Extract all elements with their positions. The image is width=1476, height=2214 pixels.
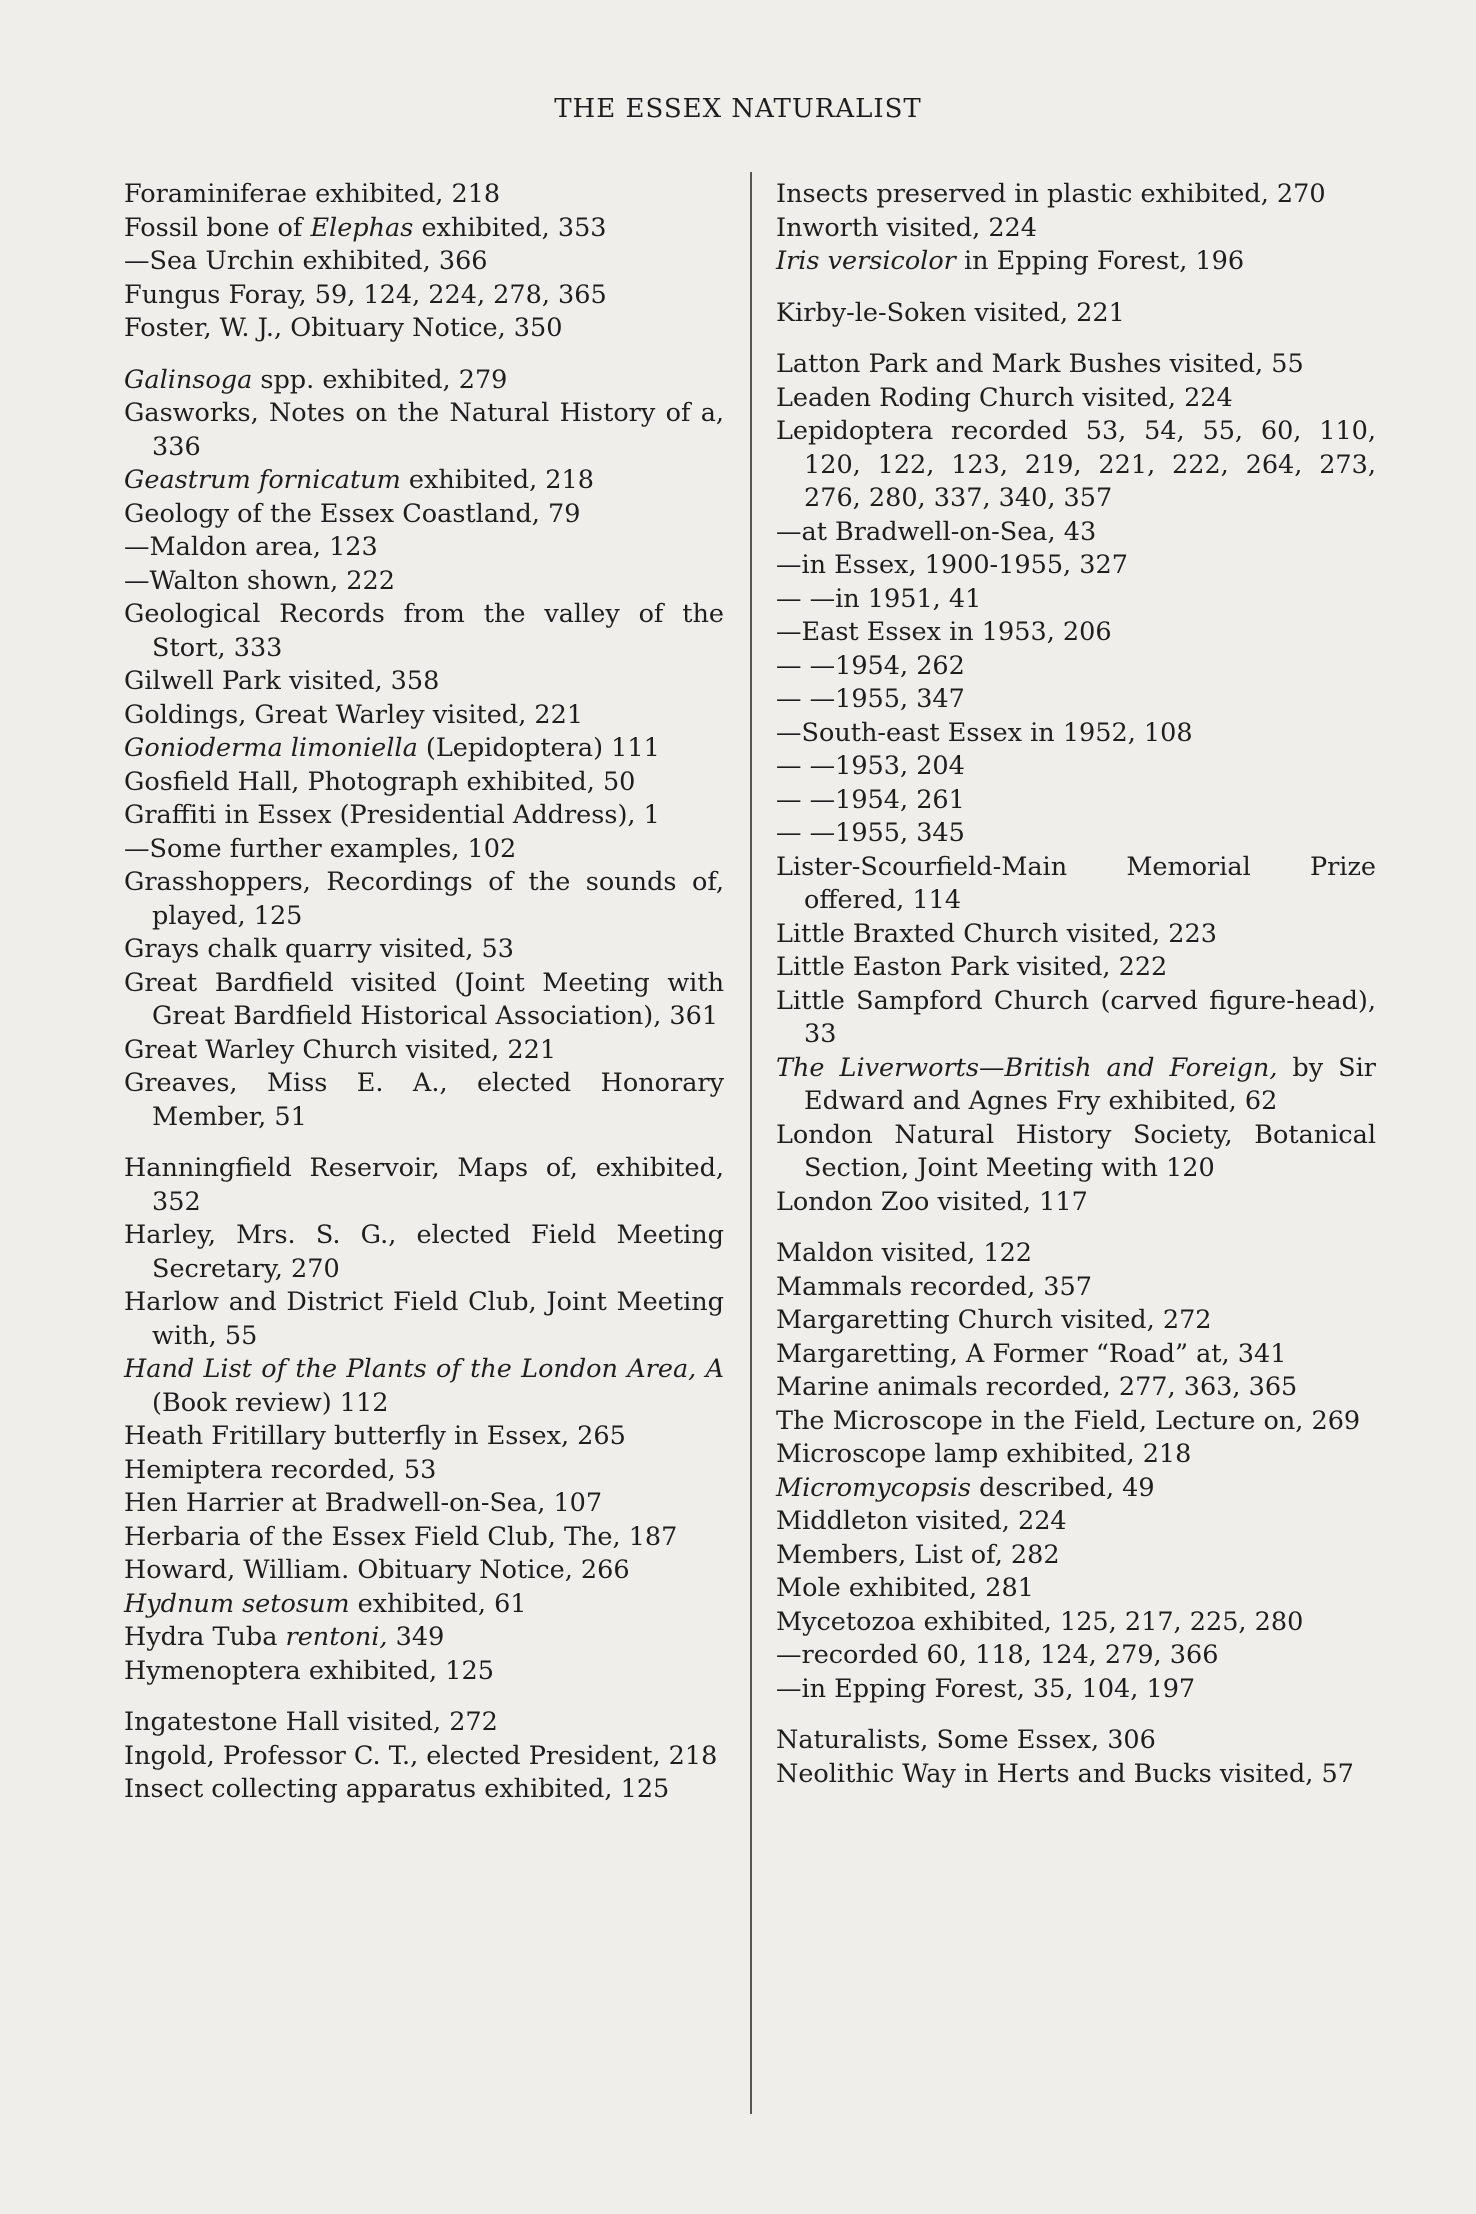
index-entry-text: Kirby-le-Soken visited, 221	[776, 297, 1125, 328]
index-entry-text: Fungus Foray, 59, 124, 224, 278, 365	[124, 279, 607, 310]
index-entry	[776, 1572, 1376, 1606]
index-entry-text: — —in 1951, 41	[776, 583, 982, 614]
index-entry-text: London Natural History Society, Botanical Section, Joint Meeting with 120	[776, 1119, 1376, 1183]
index-entry	[776, 1119, 1376, 1186]
index-entry	[124, 498, 724, 532]
index-entry-text: Members, List of, 282	[776, 1539, 1060, 1570]
index-entry-text: Neolithic Way in Herts and Bucks visited, 57	[776, 1758, 1354, 1789]
index-entry-text: Gilwell Park visited, 358	[124, 666, 440, 696]
index-entry	[776, 516, 1376, 550]
index-entry-text: Marine animals recorded, 277, 363, 365	[776, 1372, 1298, 1402]
index-entry	[776, 549, 1376, 583]
index-entry-text: —recorded 60, 118, 124, 279, 366	[776, 1640, 1219, 1670]
index-entry-text: Insect collecting apparatus exhibited, 125	[124, 1774, 670, 1804]
index-entry	[124, 1454, 724, 1488]
index-column-left	[124, 178, 724, 1807]
index-entry	[124, 531, 724, 565]
index-entry-text: —Walton shown, 222	[124, 565, 395, 596]
index-entry-text: London Zoo visited, 117	[776, 1186, 1088, 1217]
index-entry	[776, 1539, 1376, 1573]
index-entry-text: —East Essex in 1953, 206	[776, 617, 1112, 647]
index-entry	[124, 1773, 724, 1807]
index-entry	[776, 1338, 1376, 1372]
index-entry-text: exhibited, 353	[413, 212, 607, 243]
index-entry	[124, 598, 724, 665]
index-entry	[776, 750, 1376, 784]
index-entry	[124, 799, 724, 833]
index-entry-text: Latton Park and Mark Bushes visited, 55	[776, 349, 1304, 379]
index-entry-text: Middleton visited, 224	[776, 1506, 1067, 1536]
index-entry	[776, 1405, 1376, 1439]
index-entry	[776, 1438, 1376, 1472]
index-entry	[776, 1758, 1376, 1792]
index-entry-text: Hydra Tuba	[124, 1622, 286, 1652]
index-entry	[776, 1724, 1376, 1758]
index-entry-text: Insects preserved in plastic exhibited, 270	[776, 179, 1326, 209]
index-entry-text: Geology of the Essex Coastland, 79	[124, 498, 581, 529]
index-entry	[776, 1673, 1376, 1707]
index-entry-italic-text: Hand List of the Plants of the London Area, A	[124, 1354, 724, 1384]
index-entry	[776, 245, 1376, 279]
index-entry-italic-text: Iris versicolor	[776, 246, 956, 276]
index-entry-text: — —1955, 347	[776, 684, 965, 714]
index-entry	[124, 1487, 724, 1521]
index-entry	[776, 1304, 1376, 1338]
index-entry-italic-text: Hydnum setosum	[124, 1588, 350, 1619]
index-entry-italic-text: Goniodermа limoniella	[124, 733, 418, 763]
index-entry-text: Margaretting Church visited, 272	[776, 1305, 1212, 1335]
index-entry	[776, 1505, 1376, 1539]
index-entry-italic-text: Micromycopsis	[776, 1472, 971, 1503]
index-entry	[124, 1740, 724, 1774]
index-entry-text: in Epping Forest, 196	[955, 246, 1245, 276]
index-entry-text: Herbaria of the Essex Field Club, The, 187	[124, 1521, 678, 1552]
index-entry-text: Little Sampford Church (carved figure-head), 33	[776, 985, 1376, 1049]
index-entry	[776, 1639, 1376, 1673]
index-entry-text: Foraminiferae exhibited, 218	[124, 179, 501, 209]
index-entry	[776, 717, 1376, 751]
index-entry	[124, 665, 724, 699]
index-entry	[124, 1588, 724, 1622]
index-entry-text: —in Essex, 1900-1955, 327	[776, 550, 1128, 580]
index-entry-text: exhibited, 218	[400, 465, 594, 495]
index-entry	[776, 1052, 1376, 1119]
index-entry	[124, 178, 724, 212]
index-entry-text: —Some further examples, 102	[124, 833, 517, 864]
index-entry-text: Margaretting, A Former “Road” at, 341	[776, 1338, 1287, 1369]
index-entry-text: Inworth visited, 224	[776, 212, 1037, 243]
index-entry	[124, 933, 724, 967]
index-entry-text: —South-east Essex in 1952, 108	[776, 717, 1193, 748]
index-entry-text: — —1955, 345	[776, 818, 965, 848]
index-entry-text: Little Braxted Church visited, 223	[776, 918, 1217, 949]
index-entry	[776, 382, 1376, 416]
index-entry	[124, 1621, 724, 1655]
index-entry-text: Gasworks, Notes on the Natural History of a, 336	[124, 398, 724, 462]
index-entry-text: 349	[387, 1622, 445, 1652]
index-entry	[124, 1067, 724, 1134]
index-entry	[124, 732, 724, 766]
index-entry	[124, 245, 724, 279]
index-entry-text: Lister-Scourfield-Main Memorial Prize offered, 114	[776, 851, 1376, 915]
index-entry-text: Naturalists, Some Essex, 306	[776, 1725, 1156, 1755]
index-entry	[776, 817, 1376, 851]
index-entry-text: Gosfield Hall, Photograph exhibited, 50	[124, 766, 636, 797]
index-entry	[124, 766, 724, 800]
index-entry-text: Great Bardfield visited (Joint Meeting with Great Bardfield Historical Association), 361	[124, 967, 724, 1031]
index-entry-text: Hanningfield Reservoir, Maps of, exhibited, 352	[124, 1153, 724, 1217]
index-entry-text: spp. exhibited, 279	[252, 364, 508, 395]
index-entry	[124, 312, 724, 346]
index-entry	[776, 683, 1376, 717]
page-header: THE ESSEX NATURALIST	[554, 94, 922, 124]
index-entry	[124, 279, 724, 313]
column-divider	[750, 172, 752, 2114]
index-entry-text: Ingold, Professor C. T., elected President, 218	[124, 1740, 718, 1771]
index-entry-text: Little Easton Park visited, 222	[776, 952, 1168, 982]
index-entry	[776, 985, 1376, 1052]
index-entry	[776, 650, 1376, 684]
index-entry-text: by Sir Edward and Agnes Fry exhibited, 62	[804, 1052, 1376, 1116]
index-entry-text: —Sea Urchin exhibited, 366	[124, 246, 488, 276]
index-entry-text: Foster, W. J., Obituary Notice, 350	[124, 313, 563, 343]
index-entry	[124, 1219, 724, 1286]
index-entry-text: Goldings, Great Warley visited, 221	[124, 699, 584, 730]
index-entry	[776, 297, 1376, 331]
index-entry	[776, 1371, 1376, 1405]
index-entry-text: Maldon visited, 122	[776, 1238, 1033, 1268]
index-entry-text: Ingatestone Hall visited, 272	[124, 1707, 498, 1737]
index-entry	[124, 833, 724, 867]
index-entry-text: Mole exhibited, 281	[776, 1573, 1034, 1603]
index-entry	[776, 212, 1376, 246]
index-entry-text: Howard, William. Obituary Notice, 266	[124, 1555, 630, 1585]
index-entry-italic-text: Geastrum fornicatum	[124, 465, 401, 495]
index-entry	[776, 1472, 1376, 1506]
index-entry-text: Hen Harrier at Bradwell-on-Sea, 107	[124, 1488, 603, 1518]
index-entry-text: Lepidoptera recorded 53, 54, 55, 60, 110, 120, 122, 123, 219, 221, 222, 264, 273, 276, 280, 337, 340, 357	[776, 416, 1376, 513]
index-entry-text: —in Epping Forest, 35, 104, 197	[776, 1673, 1196, 1704]
index-entry-text: (Book review) 112	[152, 1387, 389, 1418]
index-entry	[124, 1034, 724, 1068]
index-entry	[124, 212, 724, 246]
index-entry-text: Leaden Roding Church visited, 224	[776, 382, 1233, 413]
index-entry	[776, 1606, 1376, 1640]
index-entry-text: Mycetozoa exhibited, 125, 217, 225, 280	[776, 1606, 1304, 1637]
index-entry-text: Greaves, Miss E. A., elected Honorary Member, 51	[124, 1068, 724, 1132]
index-entry-text: The Microscope in the Field, Lecture on, 269	[776, 1405, 1361, 1436]
index-entry	[776, 918, 1376, 952]
index-entry-text: Hymenoptera exhibited, 125	[124, 1655, 494, 1686]
index-entry	[124, 1286, 724, 1353]
index-entry	[776, 1237, 1376, 1271]
index-entry	[124, 464, 724, 498]
index-entry	[776, 348, 1376, 382]
index-entry-text: Geological Records from the valley of the Stort, 333	[124, 599, 724, 663]
index-entry-text: Harley, Mrs. S. G., elected Field Meeting Secretary, 270	[124, 1220, 724, 1284]
index-entry	[124, 397, 724, 464]
index-entry-text: Graffiti in Essex (Presidential Address), 1	[124, 800, 660, 830]
index-entry-italic-text: Elephas	[310, 212, 414, 243]
index-entry	[124, 565, 724, 599]
index-entry-text: exhibited, 61	[349, 1588, 527, 1619]
index-entry	[124, 1420, 724, 1454]
index-entry	[124, 1554, 724, 1588]
index-entry	[124, 1655, 724, 1689]
index-entry-text: (Lepidoptera) 111	[417, 733, 660, 763]
index-entry-text: Fossil bone of	[124, 212, 311, 243]
index-entry	[124, 1706, 724, 1740]
index-entry	[124, 364, 724, 398]
index-entry	[124, 967, 724, 1034]
index-column-right	[776, 178, 1376, 1791]
index-entry	[776, 1271, 1376, 1305]
index-entry-text: Mammals recorded, 357	[776, 1271, 1092, 1302]
index-entry	[776, 784, 1376, 818]
index-entry	[124, 1152, 724, 1219]
index-entry-italic-text: rentoni,	[285, 1622, 388, 1652]
index-entry-text: Grays chalk quarry visited, 53	[124, 934, 514, 964]
index-entry-italic-text: Galinsoga	[124, 364, 253, 395]
index-entry-text: Grasshoppers, Recordings of the sounds of, played, 125	[124, 867, 724, 931]
index-entry	[776, 583, 1376, 617]
index-entry-text: —Maldon area, 123	[124, 532, 378, 562]
index-entry	[776, 1186, 1376, 1220]
index-entry-text: Harlow and District Field Club, Joint Meeting with, 55	[124, 1287, 724, 1351]
index-entry	[776, 178, 1376, 212]
index-entry	[776, 415, 1376, 516]
index-entry-text: — —1954, 261	[776, 784, 965, 815]
index-entry-text: Heath Fritillary butterfly in Essex, 265	[124, 1421, 626, 1451]
index-entry-italic-text: The Liverworts—British and Foreign,	[776, 1052, 1278, 1083]
index-entry	[776, 851, 1376, 918]
index-entry-text: — —1954, 262	[776, 650, 965, 681]
index-entry-text: Great Warley Church visited, 221	[124, 1034, 557, 1065]
index-entry-text: described, 49	[970, 1472, 1155, 1503]
index-entry	[776, 616, 1376, 650]
index-entry-text: —at Bradwell-on-Sea, 43	[776, 516, 1097, 547]
index-entry	[124, 1353, 724, 1420]
index-entry	[776, 951, 1376, 985]
index-entry-text: Microscope lamp exhibited, 218	[776, 1439, 1192, 1469]
index-entry	[124, 699, 724, 733]
index-entry-text: — —1953, 204	[776, 751, 965, 781]
index-entry	[124, 866, 724, 933]
index-entry	[124, 1521, 724, 1555]
index-entry-text: Hemiptera recorded, 53	[124, 1454, 437, 1485]
